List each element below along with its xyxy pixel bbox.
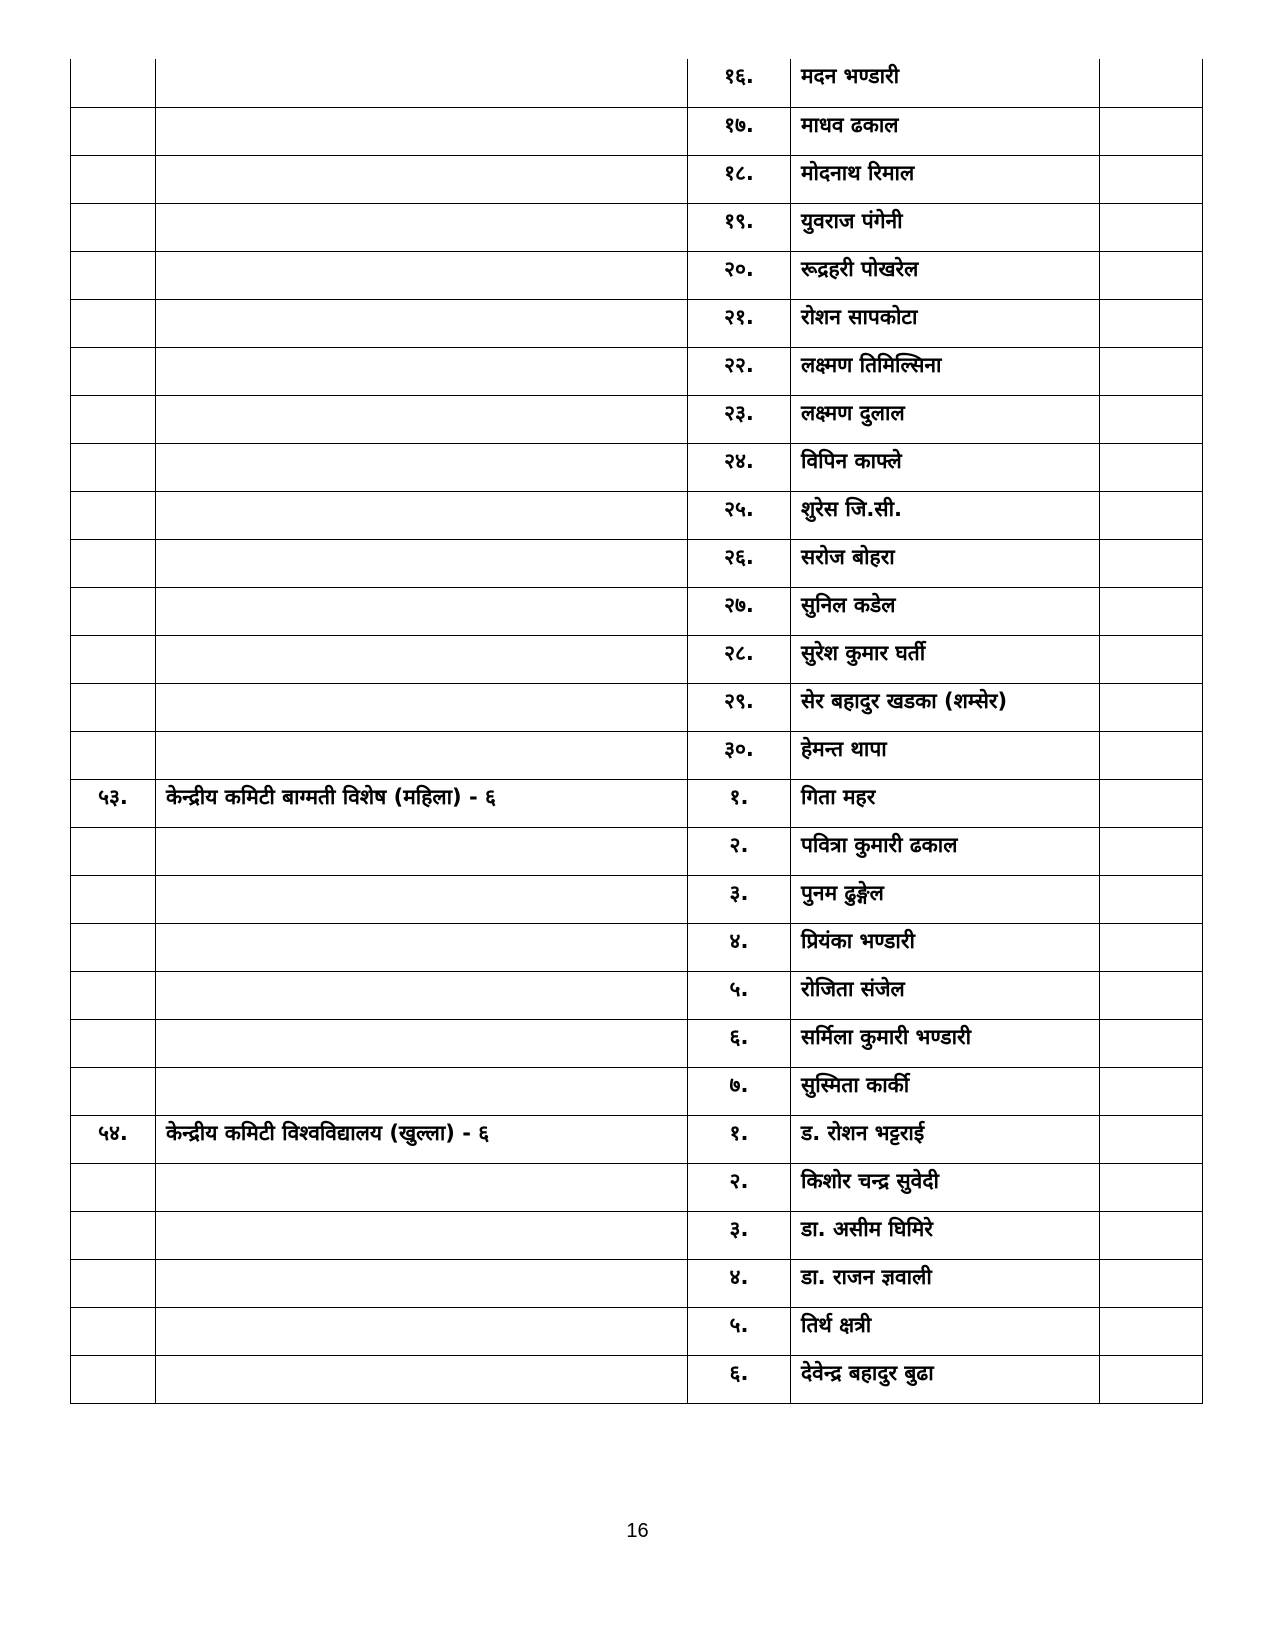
serial-cell — [71, 635, 156, 683]
member-name-cell: डा. राजन ज्ञवाली — [791, 1259, 1100, 1307]
serial-cell — [71, 923, 156, 971]
committee-cell — [156, 491, 688, 539]
member-number-cell: २९. — [688, 683, 791, 731]
remarks-cell — [1100, 347, 1203, 395]
committee-cell — [156, 539, 688, 587]
table-row — [71, 1115, 1203, 1163]
serial-cell — [71, 1163, 156, 1211]
committee-cell — [156, 1163, 688, 1211]
table-row — [71, 875, 1203, 923]
committee-cell: केन्द्रीय कमिटी बाग्मती विशेष (महिला) - ६ — [156, 779, 688, 827]
member-number-cell: २८. — [688, 635, 791, 683]
member-name-cell: शुरेस जि.सी. — [791, 491, 1100, 539]
member-number-cell: ७. — [688, 1067, 791, 1115]
committee-cell — [156, 443, 688, 491]
member-name-cell: युवराज पंगेनी — [791, 203, 1100, 251]
serial-cell — [71, 443, 156, 491]
member-number-cell: ३०. — [688, 731, 791, 779]
remarks-cell — [1100, 1307, 1203, 1355]
serial-cell: ५३. — [71, 779, 156, 827]
table-row — [71, 731, 1203, 779]
committee-cell — [156, 635, 688, 683]
serial-cell — [71, 395, 156, 443]
remarks-cell — [1100, 155, 1203, 203]
remarks-cell — [1100, 299, 1203, 347]
remarks-cell — [1100, 971, 1203, 1019]
serial-cell — [71, 827, 156, 875]
committee-cell — [156, 347, 688, 395]
committee-cell — [156, 971, 688, 1019]
member-name-cell: ड. रोशन भट्टराई — [791, 1115, 1100, 1163]
member-name-cell: प्रियंका भण्डारी — [791, 923, 1100, 971]
member-number-cell: ३. — [688, 875, 791, 923]
member-number-cell: ४. — [688, 1259, 791, 1307]
committee-cell — [156, 59, 688, 107]
committee-cell — [156, 299, 688, 347]
remarks-cell — [1100, 1163, 1203, 1211]
committee-cell: केन्द्रीय कमिटी विश्वविद्यालय (खुल्ला) - ६ — [156, 1115, 688, 1163]
committee-cell — [156, 395, 688, 443]
remarks-cell — [1100, 203, 1203, 251]
committee-cell — [156, 1307, 688, 1355]
table-row — [71, 1019, 1203, 1067]
table-row — [71, 1355, 1203, 1403]
member-name-cell: रोजिता संजेल — [791, 971, 1100, 1019]
table-row — [71, 443, 1203, 491]
remarks-cell — [1100, 107, 1203, 155]
table-row — [71, 251, 1203, 299]
member-name-cell: पुनम ढुङ्गेल — [791, 875, 1100, 923]
serial-cell — [71, 299, 156, 347]
remarks-cell — [1100, 1211, 1203, 1259]
member-name-cell: पवित्रा कुमारी ढकाल — [791, 827, 1100, 875]
member-number-cell: ६. — [688, 1019, 791, 1067]
remarks-cell — [1100, 539, 1203, 587]
remarks-cell — [1100, 827, 1203, 875]
remarks-cell — [1100, 683, 1203, 731]
table-row — [71, 347, 1203, 395]
member-name-cell: विपिन काफ्ले — [791, 443, 1100, 491]
serial-cell — [71, 107, 156, 155]
table-row — [71, 203, 1203, 251]
serial-cell — [71, 155, 156, 203]
table-row — [71, 827, 1203, 875]
member-number-cell: २४. — [688, 443, 791, 491]
remarks-cell — [1100, 59, 1203, 107]
member-number-cell: २०. — [688, 251, 791, 299]
committee-cell — [156, 1259, 688, 1307]
member-number-cell: १८. — [688, 155, 791, 203]
remarks-cell — [1100, 1067, 1203, 1115]
remarks-cell — [1100, 251, 1203, 299]
table-row — [71, 299, 1203, 347]
member-name-cell: सुनिल कडेल — [791, 587, 1100, 635]
member-number-cell: ६. — [688, 1355, 791, 1403]
member-name-cell: लक्ष्मण दुलाल — [791, 395, 1100, 443]
serial-cell — [71, 875, 156, 923]
committee-cell — [156, 731, 688, 779]
remarks-cell — [1100, 491, 1203, 539]
member-name-cell: माधव ढकाल — [791, 107, 1100, 155]
member-name-cell: सर्मिला कुमारी भण्डारी — [791, 1019, 1100, 1067]
serial-cell — [71, 1211, 156, 1259]
member-name-cell: सरोज बोहरा — [791, 539, 1100, 587]
member-number-cell: २१. — [688, 299, 791, 347]
member-number-cell: २. — [688, 827, 791, 875]
member-name-cell: मोदनाथ रिमाल — [791, 155, 1100, 203]
committee-cell — [156, 251, 688, 299]
remarks-cell — [1100, 443, 1203, 491]
table-row — [71, 491, 1203, 539]
table-row — [71, 59, 1203, 107]
member-number-cell: ३. — [688, 1211, 791, 1259]
member-name-cell: सेर बहादुर खडका (शम्सेर) — [791, 683, 1100, 731]
table-row — [71, 779, 1203, 827]
serial-cell — [71, 1067, 156, 1115]
member-number-cell: १. — [688, 1115, 791, 1163]
member-number-cell: २७. — [688, 587, 791, 635]
serial-cell — [71, 251, 156, 299]
serial-cell — [71, 203, 156, 251]
member-number-cell: २३. — [688, 395, 791, 443]
member-number-cell: २६. — [688, 539, 791, 587]
remarks-cell — [1100, 1355, 1203, 1403]
remarks-cell — [1100, 635, 1203, 683]
member-name-cell: किशोर चन्द्र सुवेदी — [791, 1163, 1100, 1211]
remarks-cell — [1100, 731, 1203, 779]
roster-table — [70, 59, 1203, 1404]
member-name-cell: रोशन सापकोटा — [791, 299, 1100, 347]
table-row — [71, 1307, 1203, 1355]
committee-cell — [156, 1019, 688, 1067]
member-number-cell: ५. — [688, 971, 791, 1019]
remarks-cell — [1100, 875, 1203, 923]
member-name-cell: गिता महर — [791, 779, 1100, 827]
serial-cell — [71, 731, 156, 779]
member-number-cell: ५. — [688, 1307, 791, 1355]
serial-cell — [71, 1019, 156, 1067]
member-number-cell: २२. — [688, 347, 791, 395]
remarks-cell — [1100, 587, 1203, 635]
committee-cell — [156, 683, 688, 731]
committee-cell — [156, 203, 688, 251]
member-number-cell: १७. — [688, 107, 791, 155]
serial-cell: ५४. — [71, 1115, 156, 1163]
member-number-cell: १६. — [688, 59, 791, 107]
serial-cell — [71, 1307, 156, 1355]
member-number-cell: २. — [688, 1163, 791, 1211]
committee-cell — [156, 1211, 688, 1259]
serial-cell — [71, 59, 156, 107]
table-row — [71, 635, 1203, 683]
serial-cell — [71, 1355, 156, 1403]
member-number-cell: १. — [688, 779, 791, 827]
serial-cell — [71, 971, 156, 1019]
table-row — [71, 1211, 1203, 1259]
member-number-cell: ४. — [688, 923, 791, 971]
member-number-cell: १९. — [688, 203, 791, 251]
remarks-cell — [1100, 1259, 1203, 1307]
committee-cell — [156, 875, 688, 923]
member-name-cell: देवेन्द्र बहादुर बुढा — [791, 1355, 1100, 1403]
table-row — [71, 155, 1203, 203]
remarks-cell — [1100, 923, 1203, 971]
remarks-cell — [1100, 395, 1203, 443]
table-row — [71, 1067, 1203, 1115]
table-row — [71, 1163, 1203, 1211]
member-name-cell: रूद्रहरी पोखरेल — [791, 251, 1100, 299]
serial-cell — [71, 1259, 156, 1307]
committee-cell — [156, 107, 688, 155]
serial-cell — [71, 347, 156, 395]
serial-cell — [71, 539, 156, 587]
member-name-cell: लक्ष्मण तिमिल्सिना — [791, 347, 1100, 395]
page-number: 16 — [626, 1520, 649, 1542]
member-number-cell: २५. — [688, 491, 791, 539]
committee-cell — [156, 923, 688, 971]
serial-cell — [71, 587, 156, 635]
table-row — [71, 539, 1203, 587]
remarks-cell — [1100, 779, 1203, 827]
committee-cell — [156, 1067, 688, 1115]
remarks-cell — [1100, 1019, 1203, 1067]
table-row — [71, 923, 1203, 971]
table-row — [71, 971, 1203, 1019]
member-name-cell: मदन भण्डारी — [791, 59, 1100, 107]
table-row — [71, 107, 1203, 155]
member-name-cell: सुरेश कुमार घर्ती — [791, 635, 1100, 683]
member-name-cell: सुस्मिता कार्की — [791, 1067, 1100, 1115]
committee-cell — [156, 155, 688, 203]
committee-cell — [156, 587, 688, 635]
committee-cell — [156, 827, 688, 875]
serial-cell — [71, 683, 156, 731]
member-name-cell: तिर्थ क्षत्री — [791, 1307, 1100, 1355]
member-name-cell: डा. असीम घिमिरे — [791, 1211, 1100, 1259]
committee-cell — [156, 1355, 688, 1403]
remarks-cell — [1100, 1115, 1203, 1163]
table-row — [71, 683, 1203, 731]
serial-cell — [71, 491, 156, 539]
table-row — [71, 1259, 1203, 1307]
member-name-cell: हेमन्त थापा — [791, 731, 1100, 779]
table-row — [71, 587, 1203, 635]
roster-body — [71, 59, 1203, 1403]
table-row — [71, 395, 1203, 443]
